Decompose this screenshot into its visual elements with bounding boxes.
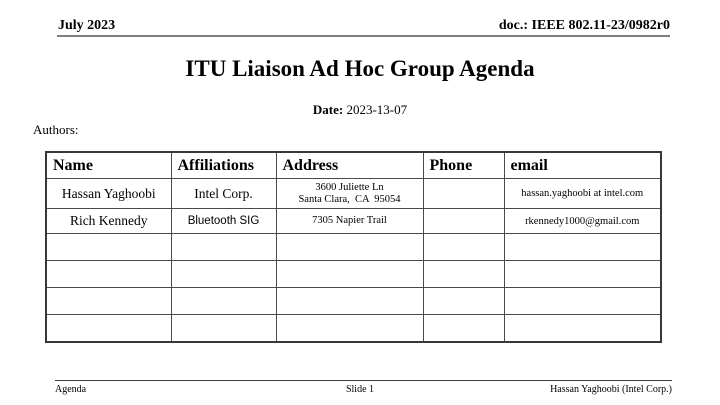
cell-empty: [504, 261, 661, 288]
cell-empty: [171, 288, 276, 315]
cell-address: [276, 179, 423, 209]
table-row: [46, 179, 661, 209]
table-header-row: [46, 152, 661, 179]
column-header-name: Name: [46, 152, 171, 179]
page-title: ITU Liaison Ad Hoc Group Agenda: [185, 56, 535, 81]
cell-phone: [423, 179, 504, 209]
cell-empty: [46, 288, 171, 315]
column-header-affiliations: Affiliations: [171, 152, 276, 179]
header-month: July 2023: [58, 18, 116, 33]
cell-empty: [46, 261, 171, 288]
table-row-empty: [46, 315, 661, 343]
footer-title: Agenda: [55, 384, 87, 395]
header-doc-number: doc.: IEEE 802.11-23/0982r0: [498, 18, 670, 33]
cell-empty: [423, 315, 504, 343]
column-header-address: Address: [276, 152, 423, 179]
footer-slide-number: Slide 1: [345, 384, 375, 395]
cell-empty: [504, 288, 661, 315]
column-header-phone: Phone: [423, 152, 504, 179]
authors-table: [45, 151, 662, 343]
address-line-1: 7305 Napier Trail: [312, 215, 387, 226]
cell-name: Rich Kennedy: [46, 209, 171, 234]
table-row-empty: [46, 261, 661, 288]
column-header-email: email: [504, 152, 661, 179]
cell-empty: [423, 234, 504, 261]
cell-affiliation: Bluetooth SIG: [171, 209, 276, 234]
table-row: [46, 209, 661, 234]
footer-author: Hassan Yaghoobi (Intel Corp.): [550, 384, 672, 395]
cell-affiliation: Intel Corp.: [171, 179, 276, 209]
cell-empty: [171, 261, 276, 288]
cell-empty: [423, 261, 504, 288]
cell-empty: [504, 234, 661, 261]
table-row-empty: [46, 288, 661, 315]
cell-empty: [276, 261, 423, 288]
date-label: Date:: [312, 102, 344, 117]
date-value: 2023-13-07: [346, 102, 408, 117]
cell-email: hassan.yaghoobi at intel.com: [504, 179, 661, 209]
date-line: [0, 102, 720, 118]
cell-empty: [276, 234, 423, 261]
cell-empty: [46, 234, 171, 261]
authors-label: Authors:: [33, 122, 79, 137]
address-line-1: 3600 Juliette Ln: [315, 181, 384, 193]
cell-email: rkennedy1000@gmail.com: [504, 209, 661, 234]
cell-empty: [276, 288, 423, 315]
cell-empty: [276, 315, 423, 343]
cell-name: Hassan Yaghoobi: [46, 179, 171, 209]
cell-empty: [423, 288, 504, 315]
header-rule: [57, 35, 670, 37]
cell-phone: [423, 209, 504, 234]
address-line-2: Santa Clara, CA 95054: [298, 193, 401, 205]
cell-empty: [504, 315, 661, 343]
cell-empty: [171, 315, 276, 343]
table-row-empty: [46, 234, 661, 261]
cell-address: [276, 209, 423, 234]
cell-empty: [46, 315, 171, 343]
cell-empty: [171, 234, 276, 261]
footer-rule: [55, 380, 672, 381]
